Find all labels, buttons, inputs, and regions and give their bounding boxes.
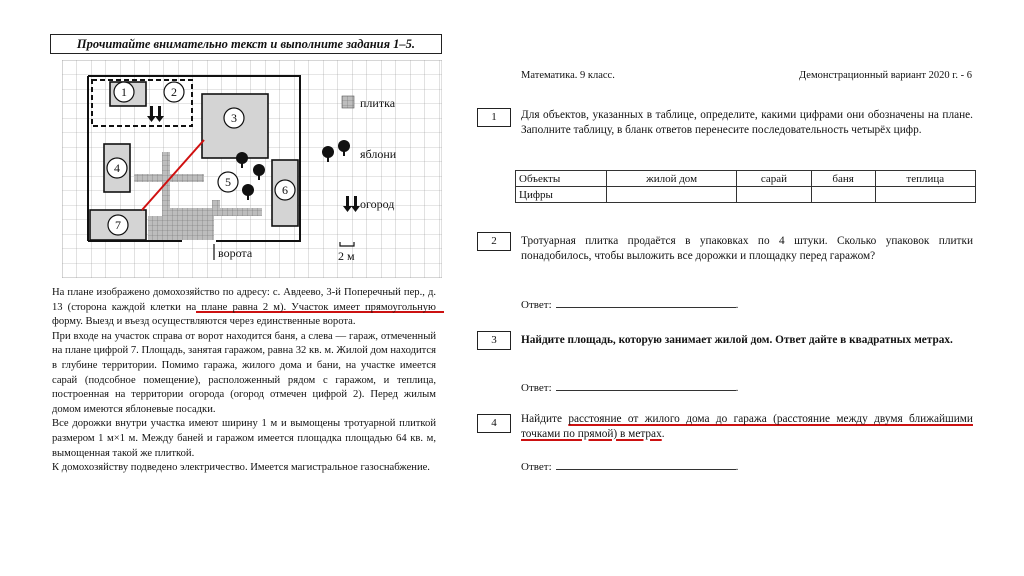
legend-apple-trees: яблони — [360, 147, 397, 161]
description-text — [52, 286, 436, 476]
answer-2-field[interactable] — [556, 297, 736, 308]
subject-label: Математика. 9 класс. — [521, 70, 615, 81]
variant-label: Демонстрационный вариант 2020 г. - 6 — [799, 70, 972, 81]
question-2-text: Тротуарная плитка продаётся в упаковках по 4 штуки. Сколько упаковок плитки понадобилось, чтобы выложить все дорожки и площадку перед гаражом? — [521, 235, 973, 262]
task-header: Прочитайте внимательно текст и выполните задания 1–5. — [50, 34, 442, 54]
plan-number-6: 6 — [282, 183, 288, 197]
question-2-number: 2 — [477, 232, 511, 251]
table-cell: сарай — [737, 171, 811, 187]
question-4-number: 4 — [477, 414, 511, 433]
plan-number-7: 7 — [115, 218, 121, 232]
question-3-number: 3 — [477, 331, 511, 350]
objects-table — [515, 170, 976, 203]
question-1-text: Для объектов, указанных в таблице, определите, какими цифрами они обозначены на плане. Заполните таблицу, в бланк ответов перенесите последовательность четырёх цифр. — [521, 109, 973, 136]
plan-number-3: 3 — [231, 111, 237, 125]
paragraph-address: На плане изображено домохозяйство по адресу: с. Авдеево, 3-й Поперечный пер., д. 13 (сторона каждой клетки на плане равна 2 м). Участок имеет прямоугольную форму. Выезд и въезд осуществляются через единственные ворота. — [52, 287, 436, 328]
plan-number-5: 5 — [225, 175, 231, 189]
tile-legend-icon — [342, 96, 354, 108]
table-cell: теплица — [875, 171, 975, 187]
answer-cell-bathhouse[interactable] — [811, 187, 875, 203]
gate-label: ворота — [218, 246, 253, 260]
plan-number-1: 1 — [121, 85, 127, 99]
paragraph-paths: Все дорожки внутри участка имеют ширину 1 м и вымощены тротуарной плиткой размером 1 м×1 м. Между баней и гаражом имеется площадка площадью 64 кв. м, вымощенная такой же плиткой. — [52, 418, 436, 459]
legend-garden: огород — [360, 197, 395, 211]
table-cell: баня — [811, 171, 875, 187]
table-cell: Цифры — [516, 187, 607, 203]
table-cell: жилой дом — [607, 171, 737, 187]
plan-drawing — [62, 60, 442, 278]
plan-number-4: 4 — [114, 161, 120, 175]
site-plan — [62, 60, 442, 283]
answer-cell-house[interactable] — [607, 187, 737, 203]
answer-3-field[interactable] — [556, 380, 736, 391]
answer-4-field[interactable] — [556, 459, 736, 470]
question-4-text: Найдите расстояние от жилого дома до гаража (расстояние между двумя ближайшими точками по прямой) в метрах. — [521, 413, 973, 440]
question-3-answer: Ответ: . — [521, 382, 739, 394]
plan-number-2: 2 — [171, 85, 177, 99]
question-1-number: 1 — [477, 108, 511, 127]
answer-cell-greenhouse[interactable] — [875, 187, 975, 203]
table-cell: Объекты — [516, 171, 607, 187]
question-3-text: Найдите площадь, которую занимает жилой дом. Ответ дайте в квадратных метрах. — [521, 334, 953, 346]
legend-tiles: плитка — [360, 96, 396, 110]
question-4-answer: Ответ: . — [521, 461, 739, 473]
paragraph-utilities: К домохозяйству подведено электричество. Имеется магистральное газоснабжение. — [52, 462, 430, 474]
question-2-answer: Ответ: . — [521, 299, 739, 311]
distance-question-highlight: расстояние от жилого дома до гаража (расстояние между двумя ближайшими точками по прямой) в метрах — [521, 413, 973, 440]
table-header-row — [516, 171, 976, 187]
answer-cell-shed[interactable] — [737, 187, 811, 203]
scale-label: 2 м — [338, 249, 355, 263]
table-row — [516, 187, 976, 203]
paragraph-buildings: При входе на участок справа от ворот находится баня, а слева — гараж, отмеченный на плане цифрой 7. Площадь, занятая гаражом, равна 32 кв. м. Жилой дом находится в глубине территории. Помимо гаража, жилого дома и бани, на участке имеется сарай (подсобное помещение), расположенный рядом с гаражом, и теплица, построенная на территории огорода (огород отмечен цифрой 2). Перед жилым домом имеются яблоневые посадки. — [52, 330, 436, 415]
